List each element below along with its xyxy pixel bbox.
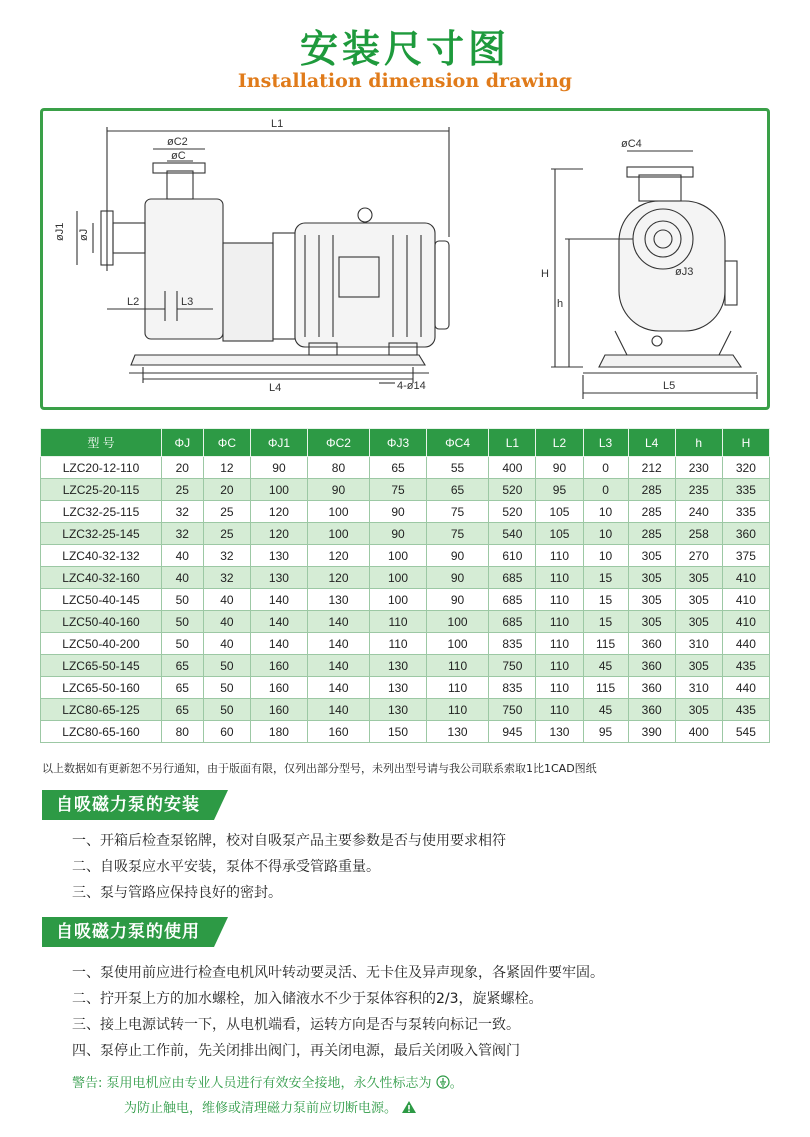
value-cell: 685: [489, 611, 536, 633]
value-cell: 100: [370, 567, 427, 589]
value-cell: 750: [489, 655, 536, 677]
warning-line-1: 警告: 泵用电机应由专业人员进行有效安全接地，永久性标志为 。: [72, 1076, 463, 1091]
value-cell: 120: [251, 501, 308, 523]
warning-text-2: 为防止触电，维修或清理磁力泵前应切断电源。: [124, 1101, 398, 1116]
model-cell: LZC32-25-145: [41, 523, 162, 545]
value-cell: 140: [307, 633, 370, 655]
value-cell: 110: [536, 655, 583, 677]
value-cell: 10: [583, 501, 628, 523]
value-cell: 115: [583, 633, 628, 655]
model-cell: LZC50-40-200: [41, 633, 162, 655]
label-J1: øJ1: [54, 222, 66, 241]
usage-item: 三、接上电源试转一下，从电机端看，运转方向是否与泵转向标记一致。: [72, 1017, 520, 1033]
col-header: H: [722, 429, 769, 457]
value-cell: 120: [251, 523, 308, 545]
value-cell: 100: [426, 611, 489, 633]
label-J: øJ: [78, 228, 90, 241]
value-cell: 285: [628, 479, 675, 501]
value-cell: 32: [203, 567, 251, 589]
label-L5: L5: [663, 380, 676, 392]
value-cell: 90: [426, 589, 489, 611]
value-cell: 410: [722, 589, 769, 611]
value-cell: 835: [489, 677, 536, 699]
value-cell: 305: [628, 611, 675, 633]
value-cell: 90: [370, 501, 427, 523]
value-cell: 400: [675, 721, 722, 743]
model-cell: LZC65-50-160: [41, 677, 162, 699]
value-cell: 375: [722, 545, 769, 567]
value-cell: 110: [536, 699, 583, 721]
value-cell: 100: [370, 589, 427, 611]
value-cell: 440: [722, 677, 769, 699]
value-cell: 130: [370, 699, 427, 721]
value-cell: 390: [628, 721, 675, 743]
value-cell: 305: [628, 545, 675, 567]
value-cell: 130: [251, 545, 308, 567]
warning-triangle-icon: [401, 1100, 417, 1114]
model-cell: LZC80-65-160: [41, 721, 162, 743]
spec-table: [40, 428, 770, 743]
value-cell: 100: [370, 545, 427, 567]
value-cell: 230: [675, 457, 722, 479]
warning-label: 警告:: [72, 1076, 103, 1091]
value-cell: 140: [251, 589, 308, 611]
value-cell: 305: [628, 589, 675, 611]
value-cell: 360: [628, 655, 675, 677]
value-cell: 180: [251, 721, 308, 743]
value-cell: 610: [489, 545, 536, 567]
label-J3: øJ3: [675, 266, 694, 278]
page-subtitle: Installation dimension drawing: [237, 70, 573, 92]
value-cell: 90: [536, 457, 583, 479]
value-cell: 65: [426, 479, 489, 501]
value-cell: 110: [426, 677, 489, 699]
value-cell: 65: [162, 699, 204, 721]
table-row: [41, 457, 770, 479]
table-row: [41, 721, 770, 743]
value-cell: 90: [426, 545, 489, 567]
value-cell: 75: [426, 523, 489, 545]
value-cell: 140: [307, 655, 370, 677]
label-L4: L4: [269, 382, 282, 394]
value-cell: 45: [583, 699, 628, 721]
value-cell: 110: [370, 611, 427, 633]
value-cell: 160: [251, 699, 308, 721]
value-cell: 410: [722, 611, 769, 633]
value-cell: 540: [489, 523, 536, 545]
pump-drawing-svg: [43, 111, 767, 407]
value-cell: 130: [370, 677, 427, 699]
value-cell: 50: [203, 677, 251, 699]
value-cell: 100: [251, 479, 308, 501]
value-cell: 65: [370, 457, 427, 479]
model-cell: LZC20-12-110: [41, 457, 162, 479]
value-cell: 685: [489, 567, 536, 589]
value-cell: 305: [675, 611, 722, 633]
value-cell: 410: [722, 567, 769, 589]
value-cell: 115: [583, 677, 628, 699]
ground-icon: [436, 1075, 450, 1089]
value-cell: 25: [203, 501, 251, 523]
value-cell: 25: [162, 479, 204, 501]
value-cell: 40: [162, 567, 204, 589]
value-cell: 110: [536, 589, 583, 611]
model-cell: LZC32-25-115: [41, 501, 162, 523]
value-cell: 285: [628, 523, 675, 545]
col-header: L1: [489, 429, 536, 457]
value-cell: 105: [536, 523, 583, 545]
value-cell: 360: [628, 633, 675, 655]
value-cell: 140: [307, 677, 370, 699]
model-cell: LZC50-40-145: [41, 589, 162, 611]
value-cell: 110: [536, 633, 583, 655]
value-cell: 75: [426, 501, 489, 523]
table-row: [41, 567, 770, 589]
value-cell: 360: [628, 677, 675, 699]
value-cell: 335: [722, 501, 769, 523]
value-cell: 105: [536, 501, 583, 523]
value-cell: 140: [307, 611, 370, 633]
value-cell: 80: [162, 721, 204, 743]
value-cell: 95: [583, 721, 628, 743]
table-body: [41, 457, 770, 743]
col-header: L4: [628, 429, 675, 457]
value-cell: 305: [675, 699, 722, 721]
value-cell: 835: [489, 633, 536, 655]
value-cell: 305: [675, 655, 722, 677]
value-cell: 50: [203, 655, 251, 677]
value-cell: 520: [489, 501, 536, 523]
warning-line-2: [124, 1097, 417, 1116]
model-cell: LZC25-20-115: [41, 479, 162, 501]
value-cell: 258: [675, 523, 722, 545]
value-cell: 40: [203, 633, 251, 655]
value-cell: 65: [162, 677, 204, 699]
col-header: L2: [536, 429, 583, 457]
value-cell: 90: [251, 457, 308, 479]
model-cell: LZC65-50-145: [41, 655, 162, 677]
value-cell: 15: [583, 611, 628, 633]
value-cell: 945: [489, 721, 536, 743]
value-cell: 310: [675, 677, 722, 699]
value-cell: 110: [536, 611, 583, 633]
install-item: 二、自吸泵应水平安装，泵体不得承受管路重量。: [72, 859, 380, 875]
value-cell: 65: [162, 655, 204, 677]
data-note: 以上数据如有更新恕不另行通知，由于版面有限，仅列出部分型号，未列出型号请与我公司联系索取1比1CAD图纸: [42, 762, 597, 775]
table-row: [41, 699, 770, 721]
value-cell: 240: [675, 501, 722, 523]
value-cell: 235: [675, 479, 722, 501]
value-cell: 15: [583, 589, 628, 611]
label-C2: øC2: [167, 136, 188, 148]
value-cell: 25: [203, 523, 251, 545]
value-cell: 100: [307, 501, 370, 523]
label-L1: L1: [271, 118, 284, 130]
dimension-drawing: [40, 108, 770, 410]
value-cell: 90: [370, 523, 427, 545]
value-cell: 160: [251, 677, 308, 699]
value-cell: 305: [628, 567, 675, 589]
value-cell: 320: [722, 457, 769, 479]
label-L2: L2: [127, 296, 140, 308]
value-cell: 40: [162, 545, 204, 567]
value-cell: 40: [203, 589, 251, 611]
table-row: [41, 501, 770, 523]
table-header-row: [41, 429, 770, 457]
value-cell: 50: [162, 589, 204, 611]
table-row: [41, 633, 770, 655]
install-item: 一、开箱后检查泵铭牌，校对自吸泵产品主要参数是否与使用要求相符: [72, 833, 506, 849]
value-cell: 90: [307, 479, 370, 501]
value-cell: 110: [536, 677, 583, 699]
value-cell: 120: [307, 545, 370, 567]
value-cell: 110: [536, 567, 583, 589]
col-header: ΦJ1: [251, 429, 308, 457]
value-cell: 335: [722, 479, 769, 501]
col-header: 型 号: [41, 429, 162, 457]
value-cell: 310: [675, 633, 722, 655]
install-item: 三、泵与管路应保持良好的密封。: [72, 885, 282, 901]
value-cell: 150: [370, 721, 427, 743]
install-heading: 自吸磁力泵的安装: [42, 790, 214, 820]
table-row: [41, 479, 770, 501]
value-cell: 750: [489, 699, 536, 721]
value-cell: 0: [583, 457, 628, 479]
value-cell: 270: [675, 545, 722, 567]
value-cell: 130: [536, 721, 583, 743]
value-cell: 520: [489, 479, 536, 501]
value-cell: 110: [536, 545, 583, 567]
value-cell: 140: [251, 633, 308, 655]
value-cell: 15: [583, 567, 628, 589]
table-row: [41, 589, 770, 611]
usage-item: 一、泵使用前应进行检查电机风叶转动要灵活、无卡住及异声现象，各紧固件要牢固。: [72, 965, 604, 981]
col-header: ΦC4: [426, 429, 489, 457]
col-header: L3: [583, 429, 628, 457]
page-title: 安装尺寸图: [299, 27, 510, 71]
value-cell: 50: [162, 633, 204, 655]
value-cell: 160: [307, 721, 370, 743]
usage-heading: 自吸磁力泵的使用: [42, 917, 214, 947]
value-cell: 40: [203, 611, 251, 633]
model-cell: LZC40-32-132: [41, 545, 162, 567]
table-row: [41, 545, 770, 567]
value-cell: 20: [162, 457, 204, 479]
usage-item: 二、拧开泵上方的加水螺栓，加入储液水不少于泵体容积的2/3，旋紧螺栓。: [72, 991, 543, 1007]
value-cell: 360: [628, 699, 675, 721]
value-cell: 140: [307, 699, 370, 721]
value-cell: 32: [162, 501, 204, 523]
value-cell: 100: [426, 633, 489, 655]
col-header: ΦJ: [162, 429, 204, 457]
value-cell: 212: [628, 457, 675, 479]
value-cell: 435: [722, 655, 769, 677]
value-cell: 100: [307, 523, 370, 545]
value-cell: 32: [203, 545, 251, 567]
value-cell: 685: [489, 589, 536, 611]
table-row: [41, 655, 770, 677]
value-cell: 55: [426, 457, 489, 479]
value-cell: 130: [251, 567, 308, 589]
value-cell: 110: [426, 655, 489, 677]
label-holes: 4-ø14: [397, 380, 426, 392]
label-C: øC: [171, 150, 186, 162]
table-row: [41, 523, 770, 545]
label-h: h: [557, 298, 564, 310]
value-cell: 360: [722, 523, 769, 545]
value-cell: 400: [489, 457, 536, 479]
value-cell: 130: [370, 655, 427, 677]
value-cell: 545: [722, 721, 769, 743]
value-cell: 285: [628, 501, 675, 523]
value-cell: 435: [722, 699, 769, 721]
table-row: [41, 677, 770, 699]
table-row: [41, 611, 770, 633]
value-cell: 0: [583, 479, 628, 501]
value-cell: 305: [675, 567, 722, 589]
value-cell: 110: [370, 633, 427, 655]
col-header: ΦC: [203, 429, 251, 457]
value-cell: 160: [251, 655, 308, 677]
label-L3: L3: [181, 296, 194, 308]
warning-text-1: 泵用电机应由专业人员进行有效安全接地，永久性标志为: [106, 1076, 432, 1091]
value-cell: 45: [583, 655, 628, 677]
value-cell: 130: [426, 721, 489, 743]
value-cell: 440: [722, 633, 769, 655]
col-header: ΦC2: [307, 429, 370, 457]
label-H: H: [541, 268, 549, 280]
value-cell: 10: [583, 523, 628, 545]
value-cell: 305: [675, 589, 722, 611]
label-C4: øC4: [621, 138, 642, 150]
value-cell: 12: [203, 457, 251, 479]
value-cell: 20: [203, 479, 251, 501]
value-cell: 10: [583, 545, 628, 567]
usage-item: 四、泵停止工作前，先关闭排出阀门，再关闭电源，最后关闭吸入管阀门: [72, 1043, 520, 1059]
value-cell: 80: [307, 457, 370, 479]
value-cell: 50: [203, 699, 251, 721]
value-cell: 110: [426, 699, 489, 721]
value-cell: 120: [307, 567, 370, 589]
value-cell: 60: [203, 721, 251, 743]
col-header: h: [675, 429, 722, 457]
value-cell: 32: [162, 523, 204, 545]
model-cell: LZC50-40-160: [41, 611, 162, 633]
value-cell: 140: [251, 611, 308, 633]
value-cell: 95: [536, 479, 583, 501]
col-header: ΦJ3: [370, 429, 427, 457]
value-cell: 75: [370, 479, 427, 501]
model-cell: LZC40-32-160: [41, 567, 162, 589]
model-cell: LZC80-65-125: [41, 699, 162, 721]
value-cell: 50: [162, 611, 204, 633]
value-cell: 90: [426, 567, 489, 589]
value-cell: 130: [307, 589, 370, 611]
